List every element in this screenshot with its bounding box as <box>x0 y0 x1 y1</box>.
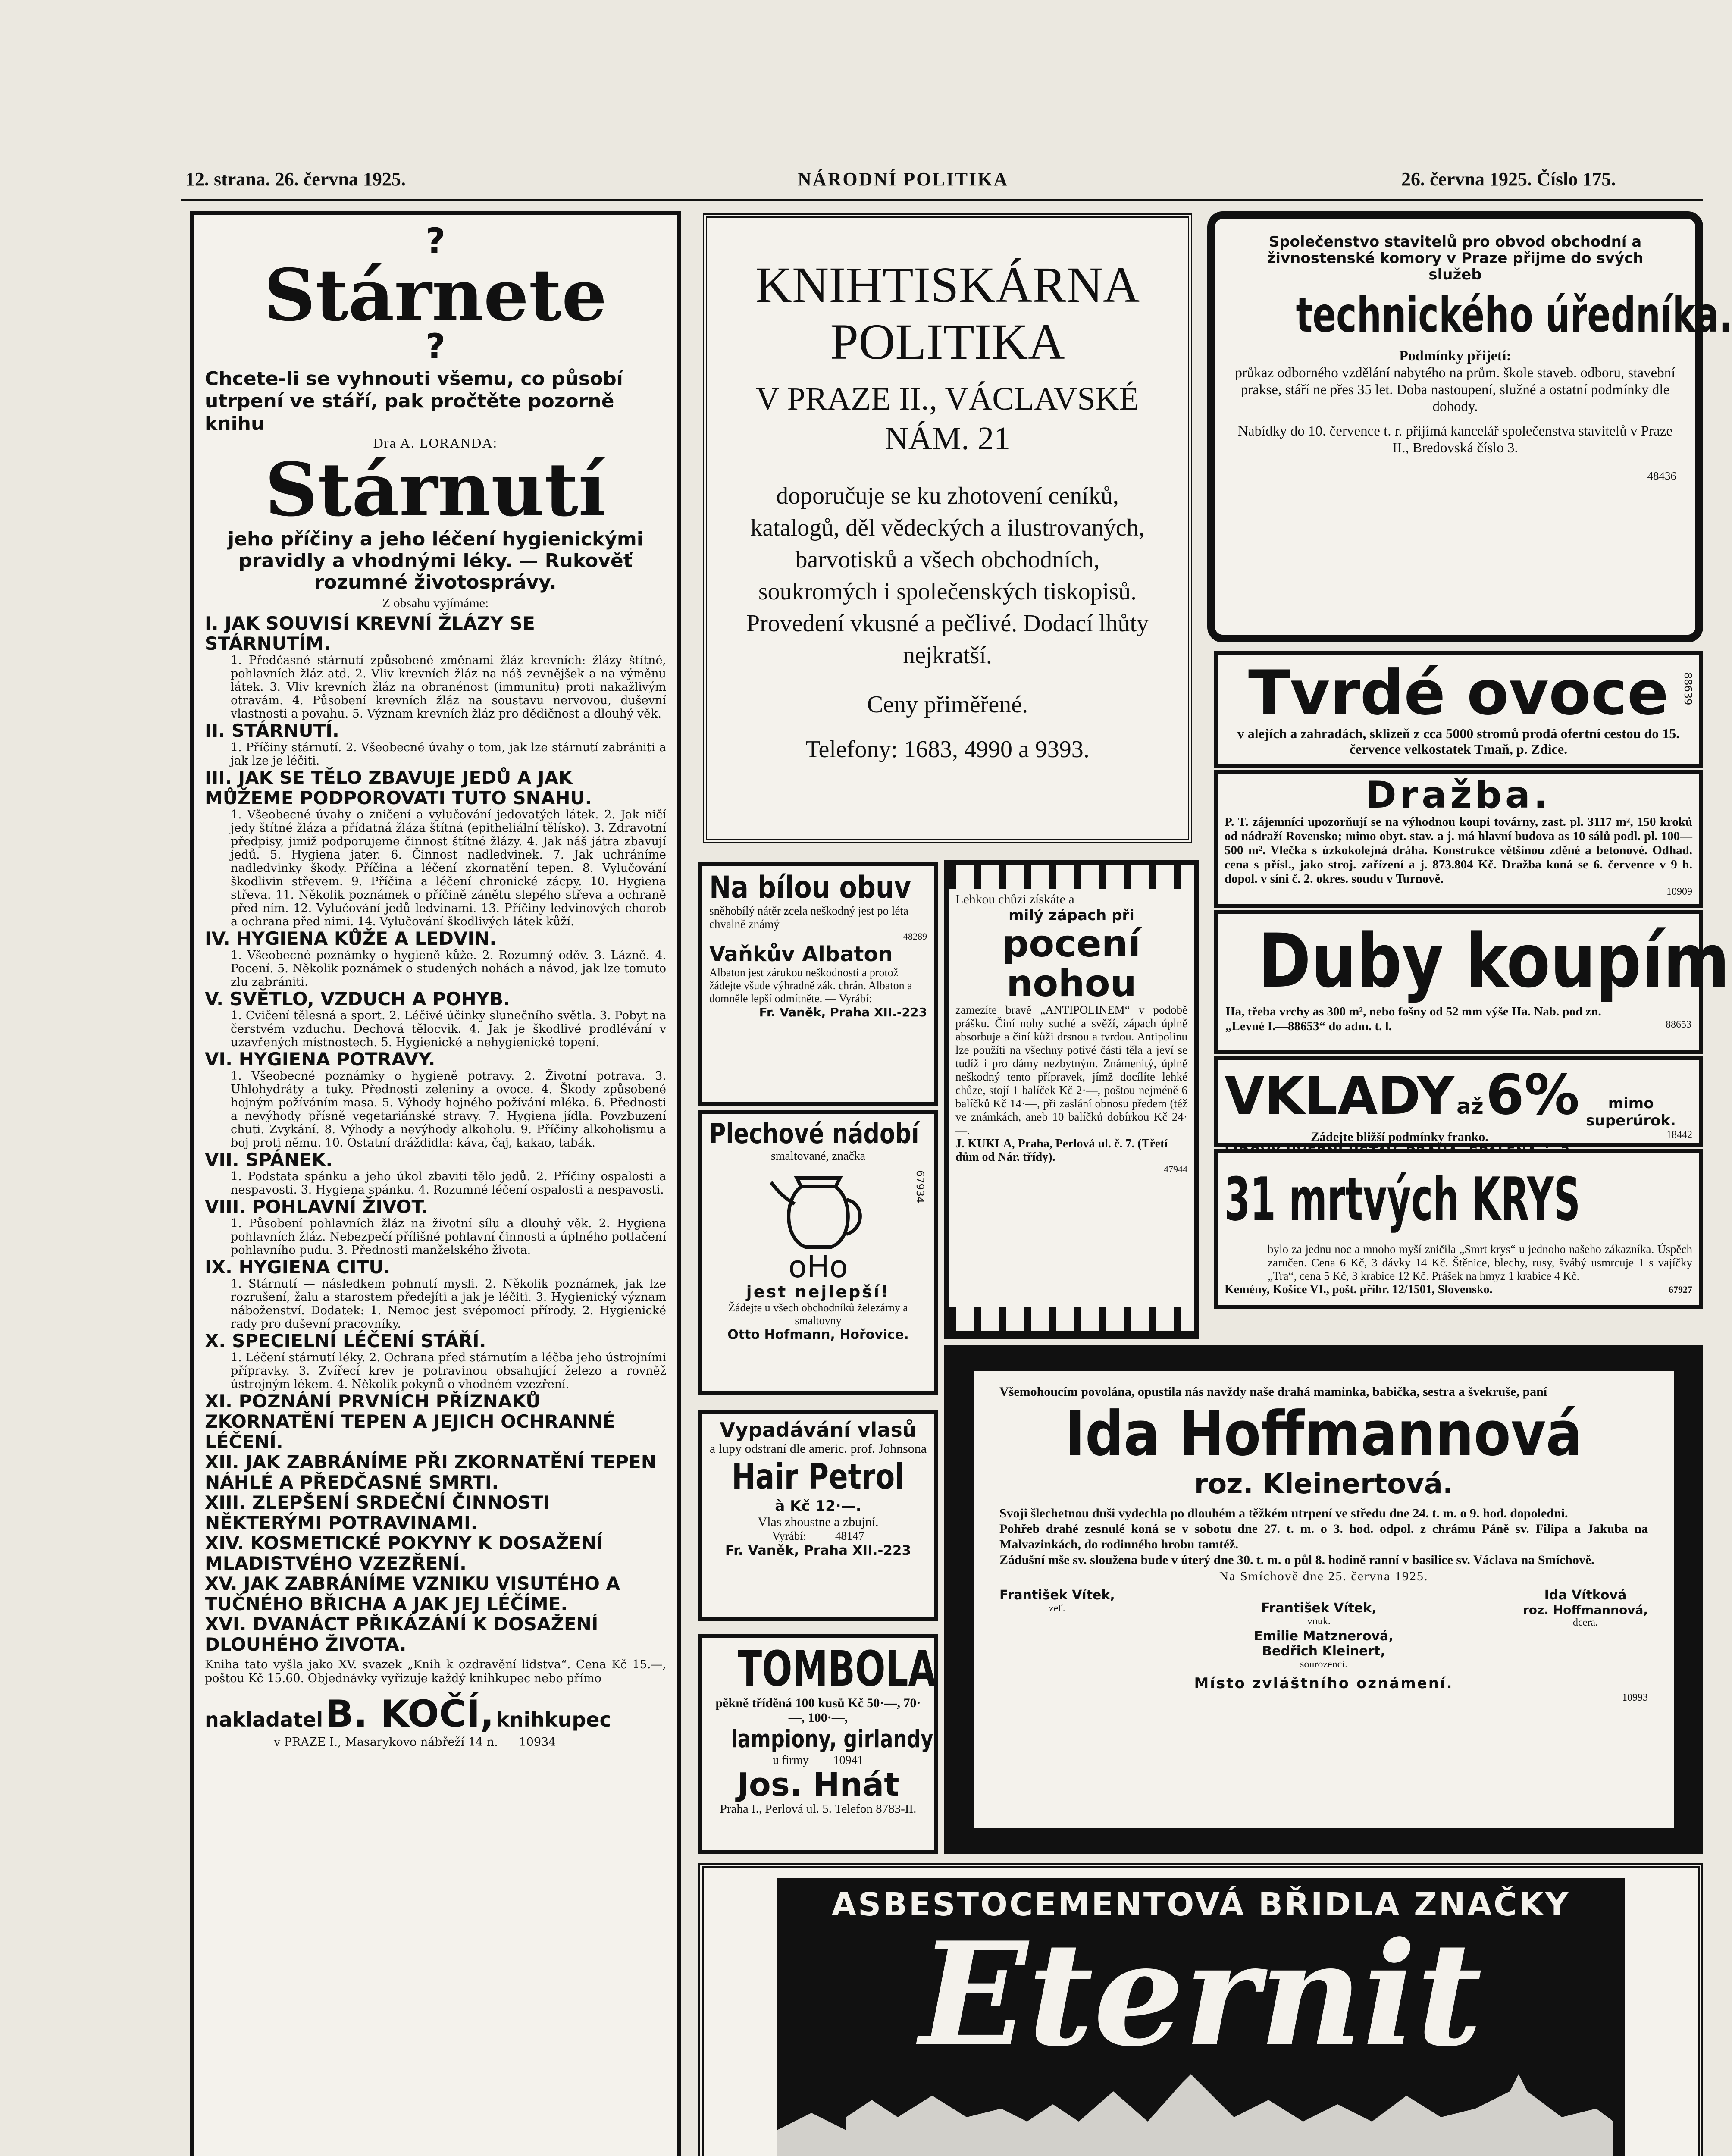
chapter-10-text: 1. Léčení stárnutí léky. 2. Ochrana před stárnutím a léčba jeho ústrojními přípravky. 3. Zvířecí krev je potravinou obsahující železo a rovněž ústrojným lékem. 4. Několik pokynů o vhodném vzezření. <box>231 1351 666 1391</box>
deposits-up-to: až <box>1456 1094 1484 1119</box>
kettle-icon <box>767 1165 870 1251</box>
dishes-maker: Otto Hofmann, Hořovice. <box>727 1327 909 1342</box>
auction-ad <box>1214 770 1703 908</box>
mourner-2-name: František Vítek, <box>1261 1601 1377 1616</box>
chapter-8-text: 1. Působení pohlavních žláz na životní sílu a dlouhý věk. 2. Hygiena pohlavních žláz. Nebezpečí přílišné pohlavní činnosti a úplného potlačení pohlavního pudu. 3. Přednosti manželského života. <box>231 1217 666 1257</box>
dishes-text: Žádejte u všech obchodníků železárny a smaltovny <box>728 1301 908 1327</box>
eternit-top-line: ASBESTOCEMENTOVÁ BŘIDLA ZNAČKY <box>831 1886 1570 1923</box>
chapter-7-text: 1. Podstata spánku a jeho úkol zbaviti tělo jedů. 2. Příčiny ospalosti a nespavosti. 3. Hygiena spánku. 4. Rozumné léčení ospalosti a nespavosti. <box>231 1170 666 1197</box>
rats-code: 67927 <box>1669 1284 1692 1295</box>
hair-heading: Vypadávání vlasů <box>720 1418 917 1442</box>
oho-logo: oHo <box>788 1249 848 1285</box>
page-number-date: 12. strana. 26. června 1925. <box>185 169 406 190</box>
antipolin-code: 47944 <box>1164 1164 1187 1175</box>
obit-code: 10993 <box>1622 1692 1648 1703</box>
chapter-6-text: 1. Všeobecné poznámky o hygieně potravy. 2. Životní potrava. 3. Uhlohydráty a tuky. Přednosti zeleniny a ovoce. 4. Škody způsobené hojným požíváním masa. 5. Výhody hojného požívání mléka. 6. Přednosti a nevýhody přísně vegetariánské stravy. 7. Hygiena jídla. Povzbuzení chuti. Zvykání. 8. Výhody a nevýhody alkoholu. 9. Příčiny alkoholismu a boj proti němu. 10. Ostatní dráždidla: káva, čaj, kakao, tabák. <box>231 1069 666 1150</box>
tombola-firm-row <box>709 1754 927 1767</box>
obit-maiden-name: roz. Kleinertová. <box>1194 1468 1453 1500</box>
publisher-role: knihkupec <box>496 1708 611 1731</box>
book-subtitle: jeho příčiny a jeho léčení hygienickými pravidly a vhodnými léky. — Rukověť rozumné životosprávy. <box>228 528 643 593</box>
oho-dishes-ad <box>698 1110 938 1395</box>
press-body: doporučuje se ku zhotovení ceníků, katalogů, děl vědeckých a ilustrovaných, barvotisků a všech obchodních, soukromých i společenských tiskopisů. Provedení vkusné a pečlivé. Dodací lhůty nejkratší. <box>746 483 1149 669</box>
mourner-4-names: Emilie Matznerová, Bedřich Kleinert, <box>1254 1629 1394 1659</box>
chapter-4-heading: IV. HYGIENA KŮŽE A LEDVIN. <box>205 928 497 949</box>
chapter-2-heading: II. STÁRNUTÍ. <box>205 720 339 741</box>
albaton-maker: Fr. Vaněk, Praha XII.-223 <box>759 1005 927 1019</box>
hair-intro: a lupy odstraní dle americ. prof. Johnsona <box>709 1442 927 1456</box>
hair-maker-row <box>709 1529 927 1543</box>
hair-maker: Fr. Vaněk, Praha XII.-223 <box>725 1543 911 1558</box>
chapter-5-text: 1. Cvičení tělesná a sport. 2. Léčivé účinky slunečního světla. 3. Pobyt na čerstvém vzduchu. Dechová tělocvik. 4. Jak je škodlivé prodlévání v uzavřených místnostech. 5. Hygienické a nehygienické topení. <box>231 1009 666 1049</box>
mourner-4-role: sourozenci. <box>1300 1659 1347 1670</box>
chapter-9-text: 1. Stárnutí — následkem pohnutí mysli. 2. Několik poznámek, jak lze rozrušení, žalu a starostem předejíti a jak je léčiti. 3. Hygienický význam náboženství. Dodatek: 1. Nemoc jest svépomocí přírody. 2. Hygienické rady pro duševní pracovníky. <box>231 1277 666 1331</box>
rats-vendor: Kemény, Košice VI., pošt. přihr. 12/1501, Slovensko. <box>1225 1283 1493 1296</box>
printing-house-ad <box>703 213 1192 843</box>
chapter-3-text: 1. Všeobecné úvahy o zničení a vylučování jedovatých látek. 2. Jak ničí jedy štítné žláza a přídatná žláza štítná (epitheliální tělísko). 3. Zdravotní předpisy, jimiž podporujeme činnost štítné žlázy. 4. Jak náš játra zbavují jedů. 5. Hygiena jater. 6. Činnost nadledvinek. 7. Jak uchráníme nadledvinky škody. Příčina a léčení zkornatění tepen. 8. Vylučování škodlivin střevem. 9. Příčina a léčení chronické zácpy. 10. Hygiena střeva. 11. Několik poznámek o příčině zánětu slepého střeva a ochraně před ním. 12. Vylučování jedů ledvinami. 13. Příčiny ledvinových chorob a ochrana před nimi. 14. Vylučování škodlivých látek kůží. <box>231 808 666 928</box>
press-phones: Telefony: 1683, 4990 a 9393. <box>805 736 1090 763</box>
publisher-name: B. KOČÍ, <box>325 1692 495 1736</box>
contents-label: Z obsahu vyjímáme: <box>382 596 489 610</box>
chapter-16-heading: XVI. DVANÁCT PŘIKÁZÁNÍ K DOSAŽENÍ DLOUHÉHO ŽIVOTA. <box>205 1614 598 1655</box>
albaton-heading: Na bílou obuv <box>709 870 911 905</box>
press-line-2: POLITIKA <box>830 313 1065 370</box>
tombola-firm: u firmy <box>773 1754 809 1767</box>
fruit-text: v alejích a zahradách, sklizeň z cca 5000 stromů prodá ofertní cestou do 15. července velkostatek Tmaň, p. Zdice. <box>1237 726 1680 757</box>
mourner-1-name: František Vítek, <box>999 1588 1115 1603</box>
mourner-3-name: Ida Vítková <box>1544 1588 1627 1603</box>
newspaper-title: NÁRODNÍ POLITIKA <box>798 169 1009 190</box>
antipolin-heading-1: pocení <box>1002 922 1141 965</box>
tombola-ad <box>698 1634 938 1854</box>
auction-text: P. T. zájemníci upozorňují se na výhodnou koupi továrny, zast. pl. 3117 m², 150 kroků od nádraží Rovensko; mimo obyt. stav. a j. má hlavní budova as 10 sálů podl. pl. 100—500 m². Vlečka s úzkokolejná dráha. Konstrukce většinou zděné a betonové. Odhad. cena s přísl., jako stroj. zařízení a j. 873.804 Kč. Dražba koná se 6. července v 9 h. dopol. v síni č. 2. okres. soudu v Turnově. <box>1225 815 1692 886</box>
builders-conditions: průkaz odborného vzdělání nabytého na prům. škole staveb. odboru, stavební prakse, stáří ne přes 35 let. Doba nastoupení, služné a ostatní podmínky dle dohody. <box>1235 365 1676 414</box>
tombola-lanterns: lampiony, girlandy <box>731 1725 933 1753</box>
fruit-code: 88639 <box>1682 672 1694 705</box>
title-starnete: Stárnete <box>264 253 607 337</box>
tombola-text: pěkně tříděná 100 kusů Kč 50·—, 70·—, 100·—, <box>715 1696 921 1725</box>
chapter-6-heading: VI. HYGIENA POTRAVY. <box>205 1049 435 1070</box>
mourner-2-role: vnuk. <box>1307 1616 1331 1627</box>
mourner-3 <box>1523 1588 1648 1629</box>
obituary-frame <box>944 1345 1703 1854</box>
rats-text: bylo za jednu noc a mnoho myší zničila „Smrt krys“ u jednoho našeho zákazníka. Úspěch zaručen. Cena 6 Kč, 3 dávky 14 Kč. Štěnice, blechy, rusy, švábý usmrcuje 1 s vajíčky „Tra“, cena 5 Kč, 3 krabice 12 Kč. Prášek na hmyz 1 krabice 4 Kč. <box>1268 1243 1692 1282</box>
auction-heading: Dražba. <box>1366 774 1551 817</box>
eternit-logo: Eternit <box>919 1911 1482 2078</box>
tombola-vendor: Jos. Hnát <box>737 1766 899 1803</box>
rats-ad <box>1214 1149 1703 1309</box>
title-starnuti: Stárnutí <box>265 447 606 533</box>
chapter-11-heading: XI. POZNÁNÍ PRVNÍCH PŘÍZNAKŮ ZKORNATĚNÍ TEPEN A JEJICH OCHRANNÉ LÉČENÍ. <box>205 1391 615 1452</box>
hair-code: 48147 <box>835 1529 864 1542</box>
chapter-12-heading: XII. JAK ZABRÁNÍME PŘI ZKORNATĚNÍ TEPEN NÁHLÉ A PŘEDČASNÉ SMRTI. <box>205 1451 656 1493</box>
albaton-ad <box>698 862 938 1106</box>
chapter-8-heading: VIII. POHLAVNÍ ŽIVOT. <box>205 1196 428 1217</box>
dishes-heading: Plechové nádobí <box>709 1118 919 1150</box>
press-prices: Ceny přiměřené. <box>867 691 1028 718</box>
obit-funeral: Pohřeb drahé zesnulé koná se v sobotu dne 27. t. m. o 3. hod. odpol. z chrámu Páně sv. Filipa a Jakuba na Malvazinkách, do rodinného hrobu tamtéž. <box>999 1522 1648 1551</box>
dishes-code: 67934 <box>914 1170 926 1203</box>
header-rule <box>181 199 1703 201</box>
book-price: Kniha tato vyšla jako XV. svazek „Knih k ozdravění lidstva“. Cena Kč 15.—, poštou Kč 15.60. Objednávky vyřizuje každý knihkupec nebo přímo <box>205 1658 666 1685</box>
intro-text: Chcete-li se vyhnouti všemu, co působí utrpení ve stáří, pak pročtěte pozorně knihu <box>205 368 623 435</box>
question-mark-bottom: ? <box>425 326 446 367</box>
dishes-claim: jest nejlepší! <box>746 1282 890 1301</box>
hair-brand: Hair Petrol <box>732 1457 905 1497</box>
chapter-10-heading: X. SPECIELNÍ LÉČENÍ STÁŘÍ. <box>205 1330 486 1351</box>
book-ad-starnuti <box>190 211 681 2156</box>
chapter-1-heading: I. JAK SOUVISÍ KREVNÍ ŽLÁZY SE STÁRNUTÍM. <box>205 613 535 654</box>
builders-offers: Nabídky do 10. července t. r. přijímá kancelář společenstva stavitelů v Praze II., Bredovská číslo 3. <box>1238 423 1672 456</box>
publisher-address-line <box>205 1736 666 1749</box>
obit-mourners <box>999 1588 1648 1629</box>
oaks-text: IIa, třeba vrchy as 300 m², nebo fošny od 52 mm výše IIa. Nab. pod zn. „Levné I.—88653“ do adm. t. l. <box>1225 1005 1601 1033</box>
albaton-intro: sněhobílý nátěr zcela neškodný jest po léta chvalně známý <box>709 904 908 931</box>
albaton-brand: Vaňkův Albaton <box>709 942 893 966</box>
deposits-text: Zádejte bližší podmínky franko. <box>1311 1129 1488 1144</box>
oaks-code: 88653 <box>1666 1019 1691 1030</box>
builders-intro: Společenstvo stavitelů pro obvod obchodní a živnostenské komory v Praze přijme do svých služeb <box>1267 233 1644 283</box>
deposits-rate: 6% <box>1486 1063 1580 1127</box>
obituary-notice <box>974 1371 1674 1828</box>
deposits-code: 18442 <box>1666 1129 1692 1141</box>
builders-position: technického úředníka. <box>1296 287 1732 343</box>
oaks-heading: Duby koupím <box>1258 918 1730 1004</box>
deposits-bonus: superúrok. <box>1586 1112 1676 1129</box>
chapter-5-heading: V. SVĚTLO, VZDUCH A POHYB. <box>205 988 511 1009</box>
question-mark-top: ? <box>425 221 446 261</box>
mourner-1 <box>999 1588 1115 1629</box>
obit-intro: Všemohoucím povolána, opustila nás navždy naše drahá maminka, babička, sestra a švekruše, paní <box>999 1385 1547 1399</box>
rats-address <box>1225 1283 1692 1297</box>
publisher-label: nakladatel <box>205 1708 323 1731</box>
mourner-2 <box>1261 1601 1377 1629</box>
mourner-3-role: dcera. <box>1572 1617 1598 1628</box>
albaton-text: Albaton jest zárukou neškodnosti a protož žádejte všude výhradně zák. chrán. Albaton a domněle lepší odmítněte. — Vyrábí: <box>709 966 912 1005</box>
antipolin-text: zamezíte bravě „ANTIPOLINEM“ v podobě prášku. Činí nohy suché a svěží, zápach úplně absorbuje a činí kůži drsnou a tvrdou. Antipolinu lze použíti na všechny potivé části těla a jeví se tudíž i pro dámy nezbytným. Známenitý, úplně neškodný tento přípravek, jímž docílíte lehké chůze, stojí 1 balíček Kč 2·—, poštou nejméně 6 balíčků Kč 14·—, při zaslání obnosu předem (též ve známkách, aneb 10 balíčků dobírkou Kč 24·—. <box>955 1003 1187 1137</box>
antipolin-intro: Lehkou chůzi získáte a <box>955 892 1074 906</box>
chapter-3-heading: III. JAK SE TĚLO ZBAVUJE JEDŮ A JAK MŮŽEME PODPOROVATI TUTO SNAHU. <box>205 767 592 808</box>
chapter-7-heading: VII. SPÁNEK. <box>205 1149 333 1170</box>
obit-name: Ida Hoffmannová <box>1065 1398 1582 1470</box>
hair-price: à Kč 12·—. <box>775 1498 861 1515</box>
builders-guild-ad <box>1207 211 1732 642</box>
antipolin-maker: J. KUKLA, Praha, Perlová ul. č. 7. (Třetí dům od Nár. třídy). <box>955 1137 1168 1164</box>
hair-maker-label: Vyrábí: <box>772 1529 807 1542</box>
deposits-mimo: mimo <box>1608 1094 1654 1112</box>
press-address-1: V PRAZE II., VÁCLAVSKÉ <box>756 381 1139 417</box>
chapter-2-text: 1. Příčiny stárnutí. 2. Všeobecné úvahy o tom, jak lze stárnutí zabrániti a jak lze je léčiti. <box>231 741 666 768</box>
author-name: Dra A. LORANDA: <box>373 435 498 451</box>
deposits-info <box>1225 1129 1692 1144</box>
albaton-code: 48289 <box>903 931 927 942</box>
obit-mass: Zádušní mše sv. sloužena bude v úterý dne 30. t. m. o půl 8. hodině ranní v basilice sv. Václava na Smíchově. <box>999 1553 1594 1567</box>
deposits-extra <box>1586 1095 1676 1129</box>
antipolin-top-border <box>949 865 1194 889</box>
builders-conditions-heading: Podmínky přijetí: <box>1399 348 1511 364</box>
chapter-1-text: 1. Předčasné stárnutí způsobené změnami žláz krevních: žlázy štítné, pohlavních žláz atd. 2. Vliv krevních žláz na náš zevnějšek a na výměnu látek. 3. Vliv krevních žláz na obranénost (immunitu) proti nakažlivým otravám. 4. Působení krevních žláz na soustavu nervovou, duševní vlastnosti a povahu. 5. Význam krevních žláz pro dědičnost a dlouhý věk. <box>231 654 666 721</box>
dishes-sub: smaltované, značka <box>770 1150 866 1163</box>
chapter-list <box>205 613 666 1655</box>
deposits-heading-row <box>1225 1063 1692 1129</box>
antipolin-bottom-border <box>949 1307 1194 1331</box>
auction-code: 10909 <box>1666 886 1692 897</box>
deposits-ad <box>1214 1056 1703 1147</box>
town-skyline-icon <box>777 2065 1613 2156</box>
oaks-ad <box>1214 910 1730 1054</box>
deposits-heading: VKLADY <box>1225 1066 1454 1126</box>
eternit-panel <box>777 1878 1625 2156</box>
tombola-heading: TOMBOLA <box>737 1641 936 1697</box>
antipolin-heading-2: nohou <box>1006 962 1137 1005</box>
press-address-2: NÁM. 21 <box>884 420 1011 457</box>
obit-place-date: Na Smíchově dne 25. června 1925. <box>1219 1569 1428 1583</box>
rats-heading: 31 mrtvých KRYS <box>1225 1165 1581 1234</box>
hair-text: Vlas zhoustne a zbujní. <box>758 1515 879 1529</box>
tombola-code: 10941 <box>833 1754 864 1767</box>
book-ad-code: 10934 <box>519 1736 556 1749</box>
issue-info: 26. června 1925. Číslo 175. <box>1401 169 1616 190</box>
press-line-1: KNIHTISKÁRNA <box>755 257 1140 313</box>
chapter-14-heading: XIV. KOSMETICKÉ POKYNY K DOSAŽENÍ MLADISTVÉHO VZEZŘENÍ. <box>205 1532 603 1574</box>
chapter-15-heading: XV. JAK ZABRÁNÍME VZNIKU VISUTÉHO A TUČNÉHO BŘICHA A JAK JEJ LÉČÍME. <box>205 1573 620 1614</box>
hair-petrol-ad <box>698 1410 938 1621</box>
builders-code: 48436 <box>1647 470 1676 483</box>
publisher-line <box>205 1692 666 1736</box>
eternit-ad <box>698 1863 1703 2156</box>
chapter-13-heading: XIII. ZLEPŠENÍ SRDEČNÍ ČINNOSTI NĚKTERÝMI POTRAVINAMI. <box>205 1492 550 1533</box>
tombola-address: Praha I., Perlová ul. 5. Telefon 8783-II. <box>720 1802 917 1816</box>
fruit-heading: Tvrdé ovoce <box>1248 658 1669 729</box>
chapter-9-heading: IX. HYGIENA CITU. <box>205 1257 391 1278</box>
obit-note: Místo zvláštního oznámení. <box>1194 1675 1453 1692</box>
mourner-3-maiden: roz. Hoffmannová, <box>1522 1603 1648 1617</box>
rats-top-row <box>1225 1156 1692 1243</box>
obit-death: Svoji šlechetnou duši vydechla po dlouhém a těžkém utrpení ve středu dne 24. t. m. o 9. hod. dopoledni. <box>999 1506 1568 1520</box>
mourner-1-role: zeť. <box>1049 1603 1065 1614</box>
mourner-4 <box>999 1629 1648 1670</box>
antipolin-ad <box>944 860 1199 1339</box>
hard-fruit-ad <box>1214 651 1703 768</box>
publisher-address: v PRAZE I., Masarykovo nábřeží 14 n. <box>274 1736 498 1749</box>
antipolin-intro-2: milý zápach při <box>1009 907 1134 924</box>
chapter-4-text: 1. Všeobecné poznámky o hygieně kůže. 2. Rozumný oděv. 3. Lázně. 4. Pocení. 5. Několik poznámek o studených nohách a návod, jak lze tomuto zlu zabrániti. <box>231 949 666 989</box>
